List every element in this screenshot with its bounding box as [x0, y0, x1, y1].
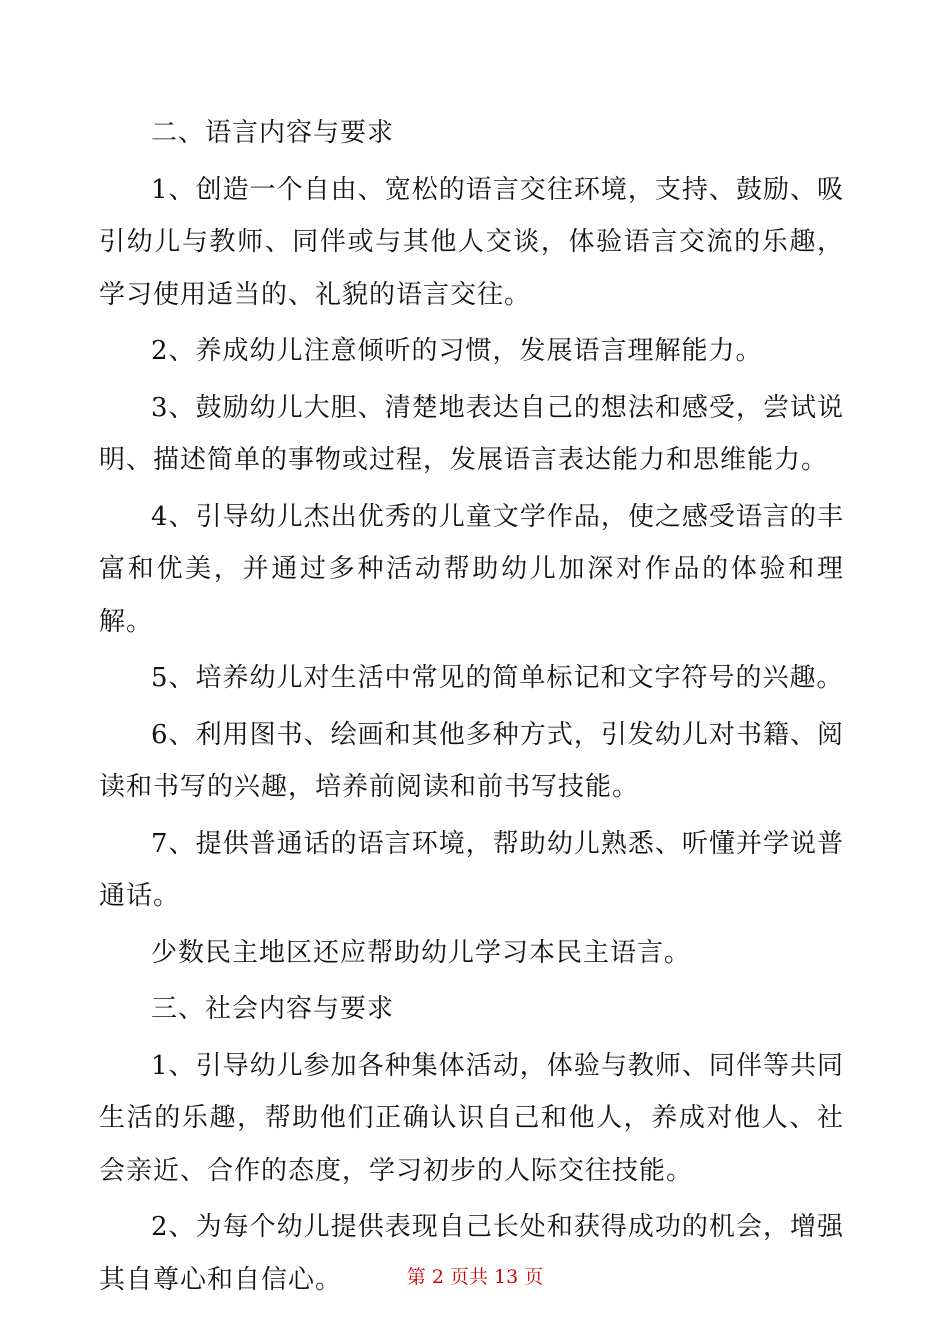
section-heading-social: 三、社会内容与要求	[151, 994, 395, 1024]
paragraph-item: 5、培养幼儿对生活中常见的简单标记和文字符号的兴趣。	[151, 663, 844, 693]
paragraph-item: 少数民主地区还应帮助幼儿学习本民主语言。	[151, 937, 692, 968]
paragraph-item: 4、引导幼儿杰出优秀的儿童文学作品，使之感受语言的丰富和优美，并通过多种活动帮助幼儿加深对作品的体验和理解。	[99, 501, 844, 637]
page-number-footer: 第 2 页共 13 页	[406, 1266, 544, 1288]
section-heading-language: 二、语言内容与要求	[151, 118, 395, 148]
paragraph-item: 3、鼓励幼儿大胆、清楚地表达自己的想法和感受，尝试说明、描述简单的事物或过程，发展语言表达能力和思维能力。	[99, 392, 844, 475]
document-body	[99, 107, 844, 1310]
paragraph-item: 2、为每个幼儿提供表现自己长处和获得成功的机会，增强其自尊心和自信心。	[99, 1212, 844, 1295]
paragraph-item: 1、引导幼儿参加各种集体活动，体验与教师、同伴等共同生活的乐趣，帮助他们正确认识自己和他人，养成对他人、社会亲近、合作的态度，学习初步的人际交往技能。	[99, 1050, 844, 1186]
paragraph-item: 7、提供普通话的语言环境，帮助幼儿熟悉、听懂并学说普通话。	[99, 828, 844, 911]
paragraph-item: 1、创造一个自由、宽松的语言交往环境，支持、鼓励、吸引幼儿与教师、同伴或与其他人交谈，体验语言交流的乐趣，学习使用适当的、礼貌的语言交往。	[99, 174, 844, 310]
paragraph-item: 6、利用图书、绘画和其他多种方式，引发幼儿对书籍、阅读和书写的兴趣，培养前阅读和前书写技能。	[99, 719, 844, 802]
paragraph-item: 2、养成幼儿注意倾听的习惯，发展语言理解能力。	[151, 336, 763, 366]
